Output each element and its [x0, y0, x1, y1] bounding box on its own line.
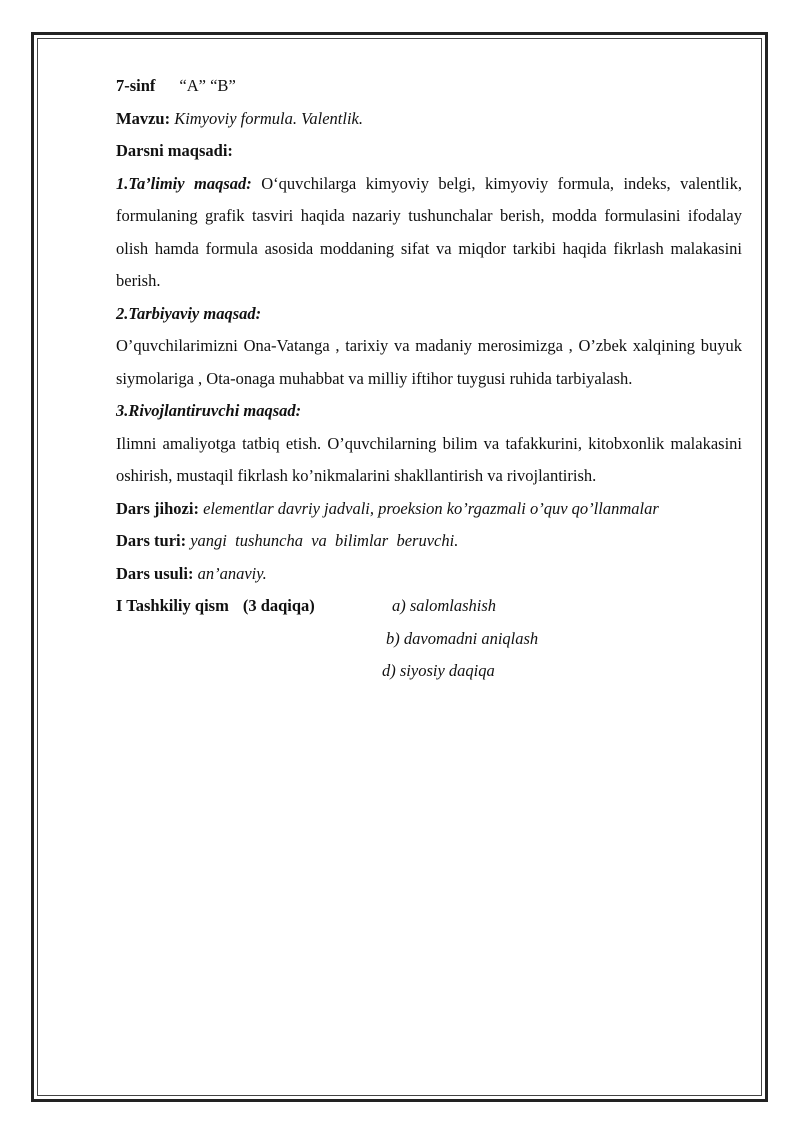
topic-line	[116, 103, 742, 136]
educational-aim-label: 1.Ta’limiy maqsad:	[116, 173, 252, 193]
equipment-line	[116, 493, 742, 526]
developmental-aim-text: Ilimni amaliyotga tatbiq etish. O’quvchilarning bilim va tafakkurini, kitobxonlik malakasini oshirish, mustaqil fikrlash ko’nikmalarini shakllantirish va rivojlantirish.	[116, 433, 742, 485]
grade: 7-sinf	[116, 76, 156, 95]
educational-aim	[116, 168, 742, 298]
step-attendance: b) davomadni aniqlash	[386, 628, 539, 648]
step-greeting: a) salomlashish	[392, 596, 497, 615]
lesson-type-value: yangi tushuncha va bilimlar beruvchi.	[190, 531, 459, 550]
upbringing-aim-text: O’quvchilarimizni Ona-Vatanga , tarixiy va madaniy merosimizga , O’zbek xalqining buyuk siymolariga , Ota-onaga muhabbat va milliy iftihor tuygusi ruhida tarbiyalash.	[116, 336, 742, 388]
developmental-aim-label: 3.Rivojlantiruvchi maqsad:	[116, 401, 302, 420]
lesson-method-value: an’anaviy.	[197, 563, 267, 583]
lesson-method-label: Dars usuli:	[116, 563, 194, 583]
upbringing-aim-label: 2.Tarbiyaviy maqsad:	[116, 303, 262, 323]
step-political-minute: d) siyosiy daqiqa	[382, 661, 495, 680]
equipment-label: Dars jihozi:	[116, 498, 199, 518]
organizational-line	[116, 590, 742, 623]
lesson-type-line	[116, 525, 742, 558]
lesson-plan	[116, 70, 742, 688]
equipment-value: elementlar davriy jadvali, proeksion ko’rgazmali o’quv qo’llanmalar	[203, 498, 659, 518]
lesson-type-label: Dars turi:	[116, 531, 187, 550]
organizational-title: I Tashkiliy qism	[116, 596, 229, 615]
educational-aim-text: O‘quvchilarga kimyoviy belgi, kimyoviy formula, indeks, valentlik, formulaning grafik tasviri haqida nazariy tushunchalar berish, modda formulasini ifodalay olish hamda formula asosida moddaning sifat va miqdor tarkibi haqida fikrlash malakasini berish.	[116, 173, 742, 290]
organizational-duration: (3 daqiqa)	[242, 596, 315, 615]
topic-label: Mavzu:	[116, 108, 171, 128]
topic-value: Kimyoviy formula. Valentlik.	[174, 108, 364, 128]
lesson-method-line	[116, 558, 742, 591]
aims-heading: Darsni maqsadi:	[116, 141, 233, 160]
grade-line	[116, 70, 742, 103]
class-letters: “A” “B”	[179, 76, 236, 95]
